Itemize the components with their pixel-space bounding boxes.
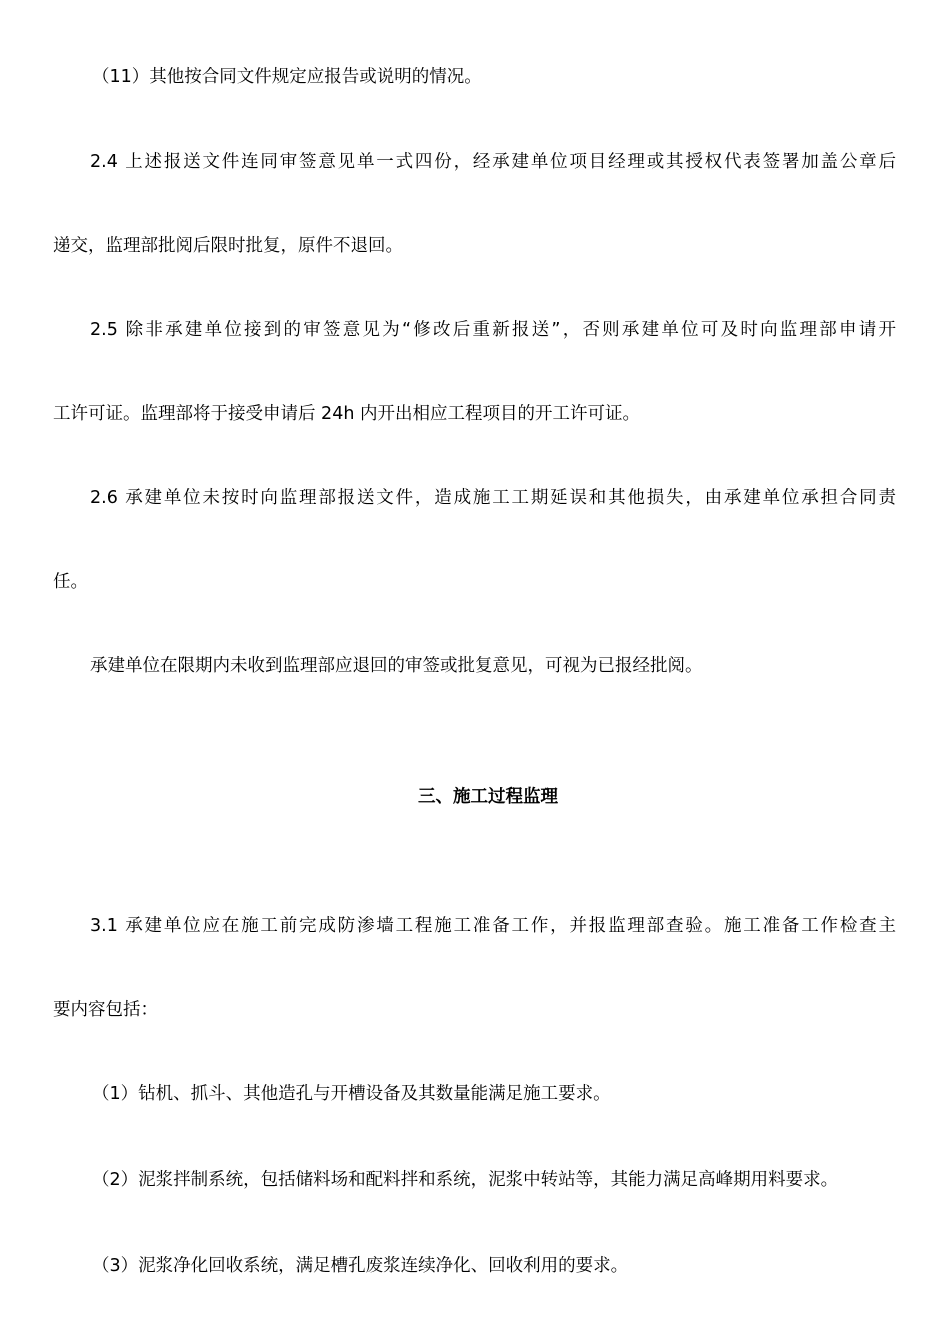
paragraph-2-4-line-2: 递交，监理部批阅后限时批复，原件不退回。 [53,236,403,256]
paragraph-3-1-line-2: 要内容包括： [53,1000,158,1020]
paragraph-2-4-line-1: 2.4 上述报送文件连同审签意见单一式四份，经承建单位项目经理或其授权代表签署加盖公章后 [90,152,896,172]
paragraph-deemed-approved: 承建单位在限期内未收到监理部应退回的审签或批复意见，可视为已报经批阅。 [90,656,703,676]
list-item-3: （3）泥浆净化回收系统，满足槽孔废浆连续净化、回收利用的要求。 [92,1256,629,1276]
paragraph-3-1-line-1: 3.1 承建单位应在施工前完成防渗墙工程施工准备工作，并报监理部查验。施工准备工作检查主 [90,916,896,936]
section-heading: 三、施工过程监理 [418,787,558,807]
list-item-1: （1）钻机、抓斗、其他造孔与开槽设备及其数量能满足施工要求。 [92,1084,611,1104]
paragraph-2-6-line-1: 2.6 承建单位未按时向监理部报送文件，造成施工工期延误和其他损失，由承建单位承担合同责 [90,488,896,508]
paragraph-2-5-line-1: 2.5 除非承建单位接到的审签意见为“修改后重新报送”，否则承建单位可及时向监理部申请开 [90,320,896,340]
list-item-2: （2）泥浆拌制系统，包括储料场和配料拌和系统，泥浆中转站等，其能力满足高峰期用料要求。 [92,1170,839,1190]
paragraph-2-5-line-2: 工许可证。监理部将于接受申请后 24h 内开出相应工程项目的开工许可证。 [53,404,640,424]
list-item-11: （11）其他按合同文件规定应报告或说明的情况。 [92,67,482,87]
paragraph-2-6-line-2: 任。 [53,572,88,592]
